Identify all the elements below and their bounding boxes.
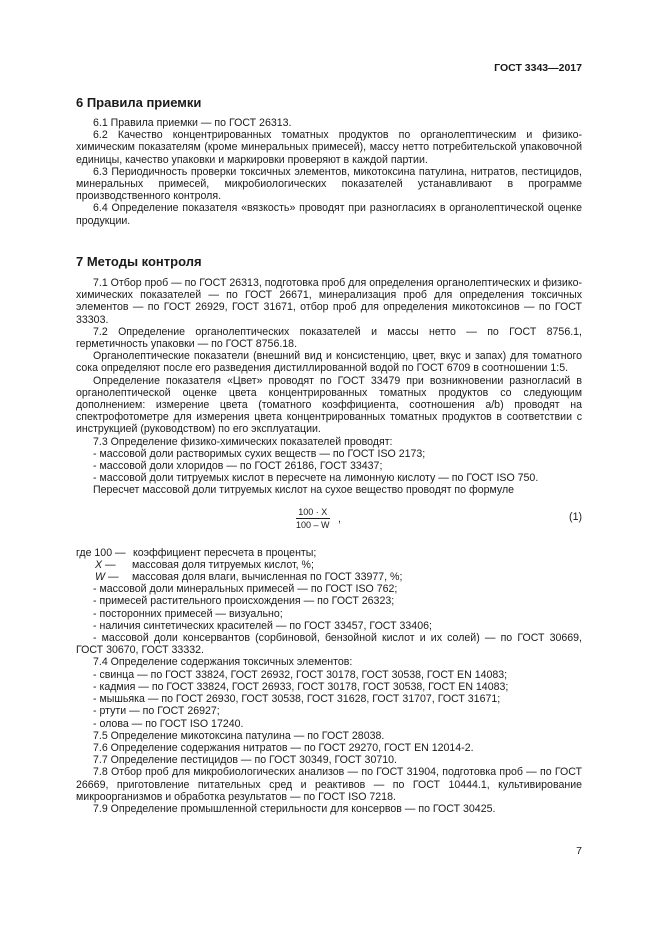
paragraph-7-2-organoleptic: Органолептические показатели (внешний вид и консистенцию, цвет, вкус и запах) для томатного сока определяют после его разведения дистиллированной водой по ГОСТ 6709 в соотношении 1:5. [76, 350, 582, 375]
where-row-w [76, 571, 582, 583]
section-7-body [76, 277, 582, 815]
list-item-foreign-impurities: - посторонних примесей — визуально; [93, 607, 283, 620]
paragraph-6-1: 6.1 Правила приемки — по ГОСТ 26313. [93, 117, 292, 129]
where-label: W — [95, 571, 119, 584]
formula-number: (1) [569, 510, 582, 523]
formula-comma: , [338, 512, 341, 525]
formula-numerator: 100 · X [296, 507, 330, 519]
list-item-arsenic: - мышьяка — по ГОСТ 26930, ГОСТ 30538, ГОСТ 31628, ГОСТ 31707, ГОСТ 31671; [93, 693, 501, 706]
formula-denominator: 100 – W [296, 519, 330, 530]
paragraph-6-4: 6.4 Определение показателя «вязкость» проводят при разногласиях в органолептической оценке продукции. [76, 202, 582, 227]
paragraph-7-2-color: Определение показателя «Цвет» проводят по ГОСТ 33479 при возникновении разногласий в органолептической оценке цвета концентрированных томатных продуктов со следующим дополнением: измерение цвета (томатного коэффициента, соотношения a/b) проводят на спектрофотометре для измерения цвета концентрированных томатных продуктов в соответствии с инструкцией (руководством) по его эксплуатации. [76, 374, 582, 436]
list-item-titratable-acids: - массовой доли титруемых кислот в пересчете на лимонную кислоту — по ГОСТ ISO 750. [93, 472, 539, 485]
where-row-x [76, 559, 582, 571]
where-text: коэффициент пересчета в проценты; [133, 546, 317, 559]
list-item-lead: - свинца — по ГОСТ 33824, ГОСТ 26932, ГОСТ 30178, ГОСТ 30538, ГОСТ EN 14083; [93, 668, 508, 681]
paragraph-formula-intro: Пересчет массовой доли титруемых кислот на сухое вещество проводят по формуле [93, 484, 515, 497]
paragraph-7-1: 7.1 Отбор проб — по ГОСТ 26313, подготовка проб для определения органолептических и физико-химических показателей — по ГОСТ 26671, минерализация проб для определения токсичных элементов — по ГОСТ 26929, ГОСТ 31671, отбор проб для определения микотоксинов — по ГОСТ 33303. [76, 277, 582, 326]
formula-1 [76, 503, 582, 543]
list-item-plant-impurities: - примесей растительного происхождения — по ГОСТ 26323; [93, 595, 395, 608]
section-6-title: 6 Правила приемки [76, 95, 202, 110]
paragraph-7-2: 7.2 Определение органолептических показателей и массы нетто — по ГОСТ 8756.1, герметичность упаковки — по ГОСТ 8756.18. [76, 325, 582, 351]
paragraph-7-3: 7.3 Определение физико-химических показателей проводят: [93, 435, 393, 448]
where-text: массовая доля титруемых кислот, %; [132, 558, 314, 571]
list-item-preservatives: - массовой доли консервантов (сорбиновой, бензойной кислот и их солей) — по ГОСТ 30669, ГОСТ 30670, ГОСТ 33332. [76, 632, 582, 657]
paragraph-7-9: 7.9 Определение промышленной стерильности для консервов — по ГОСТ 30425. [93, 802, 496, 815]
where-label: X — [95, 558, 116, 571]
page-number: 7 [576, 845, 582, 857]
where-text: массовая доля влаги, вычисленная по ГОСТ 33977, %; [132, 571, 403, 584]
paragraph-6-2: 6.2 Качество концентрированных томатных продуктов по органолептическим и физико-химическим показателям (кроме минеральных примесей), массу нетто потребительской упаковочной единицы, качество упаковки и маркировки проверяют в каждой партии. [76, 129, 582, 166]
paragraph-7-7: 7.7 Определение пестицидов — по ГОСТ 30349, ГОСТ 30710. [93, 754, 397, 767]
list-item-mercury: - ртути — по ГОСТ 26927; [93, 705, 220, 718]
paragraph-7-8: 7.8 Отбор проб для микробиологических анализов — по ГОСТ 31904, подготовка проб — по ГОСТ 26669, приготовление питательных сред и реактивов — по ГОСТ 10444.1, культивирование микроорганизмов и обработка результатов — по ГОСТ ISO 7218. [76, 766, 582, 803]
paragraph-6-3: 6.3 Периодичность проверки токсичных элементов, микотоксина патулина, нитратов, пестицидов, минеральных примесей, микробиологических показателей устанавливают в программе производственного контроля. [76, 165, 582, 203]
document-id-header: ГОСТ 3343—2017 [494, 62, 582, 74]
section-6-body [76, 117, 582, 227]
list-item-cadmium: - кадмия — по ГОСТ 33824, ГОСТ 26933, ГОСТ 30178, ГОСТ 30538, ГОСТ EN 14083; [93, 680, 509, 693]
list-item-synthetic-dyes: - наличия синтетических красителей — по ГОСТ 33457, ГОСТ 33406; [93, 619, 432, 632]
list-item-soluble-solids: - массовой доли растворимых сухих веществ — по ГОСТ ISO 2173; [93, 447, 426, 460]
where-label: где 100 — [76, 546, 126, 559]
paragraph-7-5: 7.5 Определение микотоксина патулина — по ГОСТ 28038. [93, 729, 385, 742]
section-7-title: 7 Методы контроля [76, 254, 202, 269]
paragraph-7-4: 7.4 Определение содержания токсичных элементов: [93, 656, 353, 669]
list-item-chlorides: - массовой доли хлоридов — по ГОСТ 26186, ГОСТ 33437; [93, 460, 383, 473]
list-item-mineral-impurities: - массовой доли минеральных примесей — по ГОСТ ISO 762; [93, 583, 398, 596]
list-item-tin: - олова — по ГОСТ ISO 17240. [93, 717, 244, 730]
formula-fraction [296, 507, 330, 530]
where-row-100 [76, 547, 582, 559]
paragraph-7-6: 7.6 Определение содержания нитратов — по ГОСТ 29270, ГОСТ EN 12014-2. [93, 741, 474, 754]
